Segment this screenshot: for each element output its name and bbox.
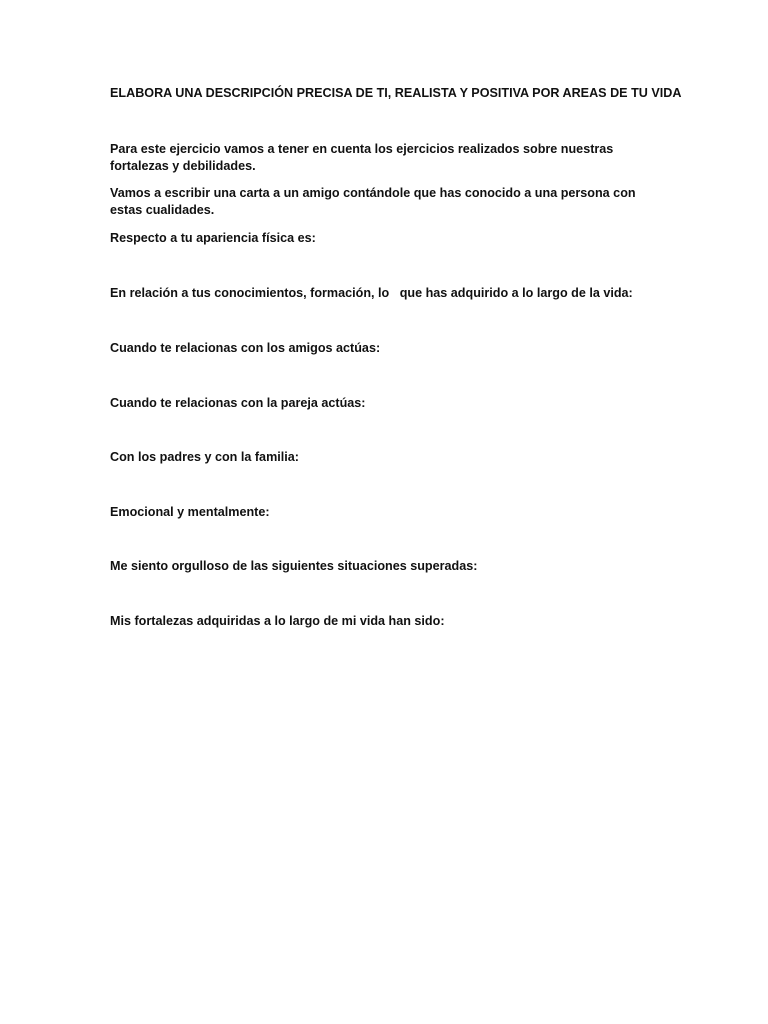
- intro-paragraph-1: Para este ejercicio vamos a tener en cuenta los ejercicios realizados sobre nuestras fortalezas y debilidades.: [110, 142, 614, 173]
- prompt-amigos: Cuando te relacionas con los amigos actúas:: [110, 341, 381, 355]
- intro-paragraph-2: Vamos a escribir una carta a un amigo contándole que has conocido a una persona con estas cualidades.: [110, 186, 636, 217]
- prompt-conocimientos: En relación a tus conocimientos, formación, lo que has adquirido a lo largo de la vida:: [110, 286, 633, 300]
- prompt-fortalezas: Mis fortalezas adquiridas a lo largo de mi vida han sido:: [110, 614, 445, 628]
- prompt-apariencia-fisica: Respecto a tu apariencia física es:: [110, 231, 316, 245]
- document-title: ELABORA UNA DESCRIPCIÓN PRECISA DE TI, REALISTA Y POSITIVA POR AREAS DE TU VIDA: [110, 86, 682, 100]
- prompt-pareja: Cuando te relacionas con la pareja actúas:: [110, 396, 366, 410]
- prompt-situaciones-superadas: Me siento orgulloso de las siguientes situaciones superadas:: [110, 559, 478, 573]
- prompt-emocional: Emocional y mentalmente:: [110, 505, 270, 519]
- prompt-familia: Con los padres y con la familia:: [110, 450, 299, 464]
